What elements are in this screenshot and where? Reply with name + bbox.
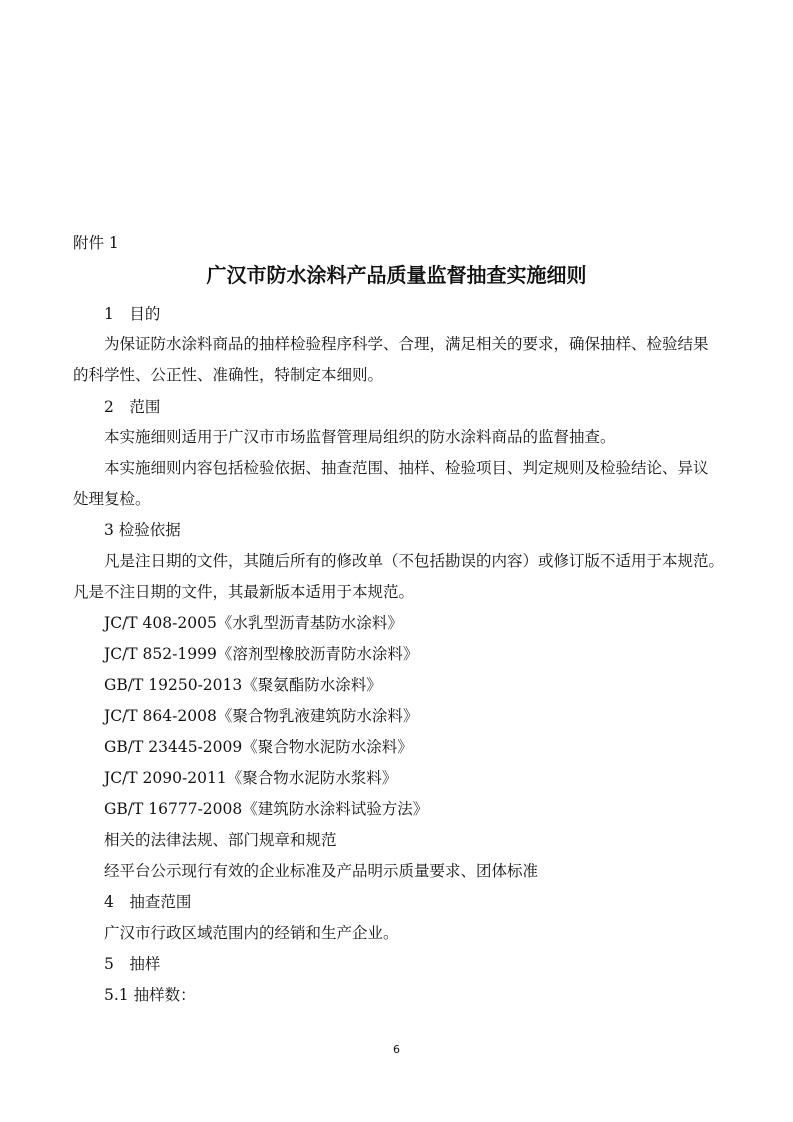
standard-item: GB/T 19250-2013《聚氨酯防水涂料》 — [104, 676, 382, 694]
standard-item: JC/T 852-1999《溶剂型橡胶沥青防水涂料》 — [104, 645, 419, 663]
standard-item: GB/T 23445-2009《聚合物水泥防水涂料》 — [104, 738, 413, 756]
standard-item: GB/T 16777-2008《建筑防水涂料试验方法》 — [104, 800, 429, 818]
section-1-paragraph-cont: 的科学性、公正性、准确性，特制定本细则。 — [73, 366, 384, 384]
attachment-label: 附件 1 — [73, 234, 119, 252]
standard-item: JC/T 2090-2011《聚合物水泥防水浆料》 — [104, 769, 398, 787]
standard-item: JC/T 864-2008《聚合物乳液建筑防水涂料》 — [104, 707, 419, 725]
section-4-paragraph: 广汉市行政区域范围内的经销和生产企业。 — [104, 924, 399, 942]
standard-item: JC/T 408-2005《水乳型沥青基防水涂料》 — [104, 614, 403, 632]
section-2-paragraph-1: 本实施细则适用于广汉市市场监督管理局组织的防水涂料商品的监督抽查。 — [104, 428, 616, 446]
section-2-heading: 2 范围 — [104, 398, 161, 416]
section-3-extra-2: 经平台公示现行有效的企业标准及产品明示质量要求、团体标准 — [104, 862, 539, 880]
section-3-extra-1: 相关的法律法规、部门规章和规范 — [104, 831, 337, 849]
section-4-heading: 4 抽查范围 — [104, 893, 192, 911]
section-3-paragraph: 凡是注日期的文件，其随后所有的修改单（不包括勘误的内容）或修订版不适用于本规范。 — [104, 552, 725, 570]
section-3-heading: 3 检验依据 — [104, 521, 181, 539]
section-5-1-heading: 5.1 抽样数： — [104, 986, 196, 1004]
section-2-paragraph-2: 本实施细则内容包括检验依据、抽查范围、抽样、检验项目、判定规则及检验结论、异议 — [104, 459, 709, 477]
document-title: 广汉市防水涂料产品质量监督抽查实施细则 — [206, 263, 587, 287]
section-1-paragraph: 为保证防水涂料商品的抽样检验程序科学、合理，满足相关的要求，确保抽样、检验结果 — [104, 335, 709, 353]
section-1-heading: 1 目的 — [104, 305, 161, 323]
section-3-paragraph-cont: 凡是不注日期的文件，其最新版本适用于本规范。 — [73, 583, 415, 601]
page-number: 6 — [393, 1043, 400, 1056]
section-5-heading: 5 抽样 — [104, 955, 161, 973]
section-2-paragraph-2-cont: 处理复检。 — [73, 490, 151, 508]
